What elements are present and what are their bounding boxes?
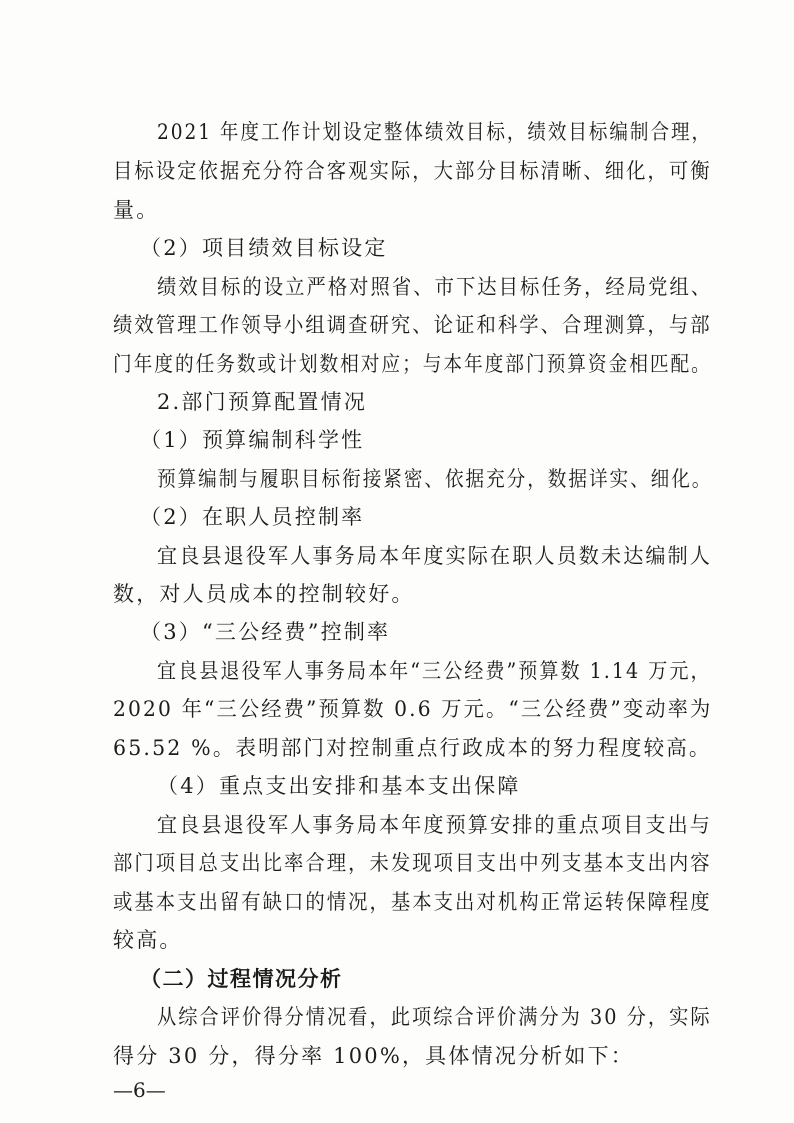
paragraph-line: 2020 年“三公经费”预算数 0.6 万元。“三公经费”变动率为 — [113, 697, 713, 721]
paragraph-line: 目标设定依据充分符合客观实际，大部分目标清晰、细化，可衡 — [113, 159, 712, 183]
section-heading: 2.部门预算配置情况 — [157, 390, 368, 414]
paragraph-line: 绩效管理工作领导小组调查研究、论证和科学、合理测算，与部 — [113, 313, 712, 337]
section-heading: （3）“三公经费”控制率 — [140, 620, 391, 644]
chapter-heading: （二）过程情况分析 — [140, 967, 343, 991]
paragraph-line: 预算编制与履职目标衔接紧密、依据充分，数据详实、细化。 — [157, 467, 713, 491]
paragraph-line: 部门项目总支出比率合理，未发现项目支出中列支基本支出内容 — [113, 851, 712, 875]
paragraph-line: 或基本支出留有缺口的情况，基本支出对机构正常运转保障程度 — [113, 890, 712, 914]
paragraph-line: 得分 30 分，得分率 100%，具体情况分析如下： — [113, 1044, 634, 1068]
section-heading: （4）重点支出安排和基本支出保障 — [157, 774, 521, 798]
paragraph-line: 65.52 %。表明部门对控制重点行政成本的努力程度较高。 — [113, 736, 712, 760]
paragraph-line: 从综合评价得分情况看，此项综合评价满分为 30 分，实际 — [157, 1005, 712, 1029]
paragraph-line: 宜良县退役军人事务局本年“三公经费”预算数 1.14 万元， — [157, 659, 712, 683]
page-number: —6— — [113, 1078, 166, 1102]
paragraph-line: 门年度的任务数或计划数相对应；与本年度部门预算资金相匹配。 — [113, 352, 712, 376]
paragraph-line: 较高。 — [113, 928, 183, 952]
section-heading: （2）项目绩效目标设定 — [140, 236, 388, 260]
section-heading: （2）在职人员控制率 — [140, 505, 365, 529]
paragraph-line: 宜良县退役军人事务局本年度预算安排的重点项目支出与 — [157, 813, 713, 837]
section-heading: （1）预算编制科学性 — [140, 428, 365, 452]
paragraph-line: 宜良县退役军人事务局本年度实际在职人员数未达编制人 — [157, 544, 713, 568]
paragraph-line: 量。 — [113, 198, 160, 222]
paragraph-line: 2021 年度工作计划设定整体绩效目标，绩效目标编制合理， — [157, 120, 712, 144]
paragraph-line: 绩效目标的设立严格对照省、市下达目标任务，经局党组、 — [157, 275, 713, 299]
paragraph-line: 数，对人员成本的控制较好。 — [113, 582, 415, 606]
